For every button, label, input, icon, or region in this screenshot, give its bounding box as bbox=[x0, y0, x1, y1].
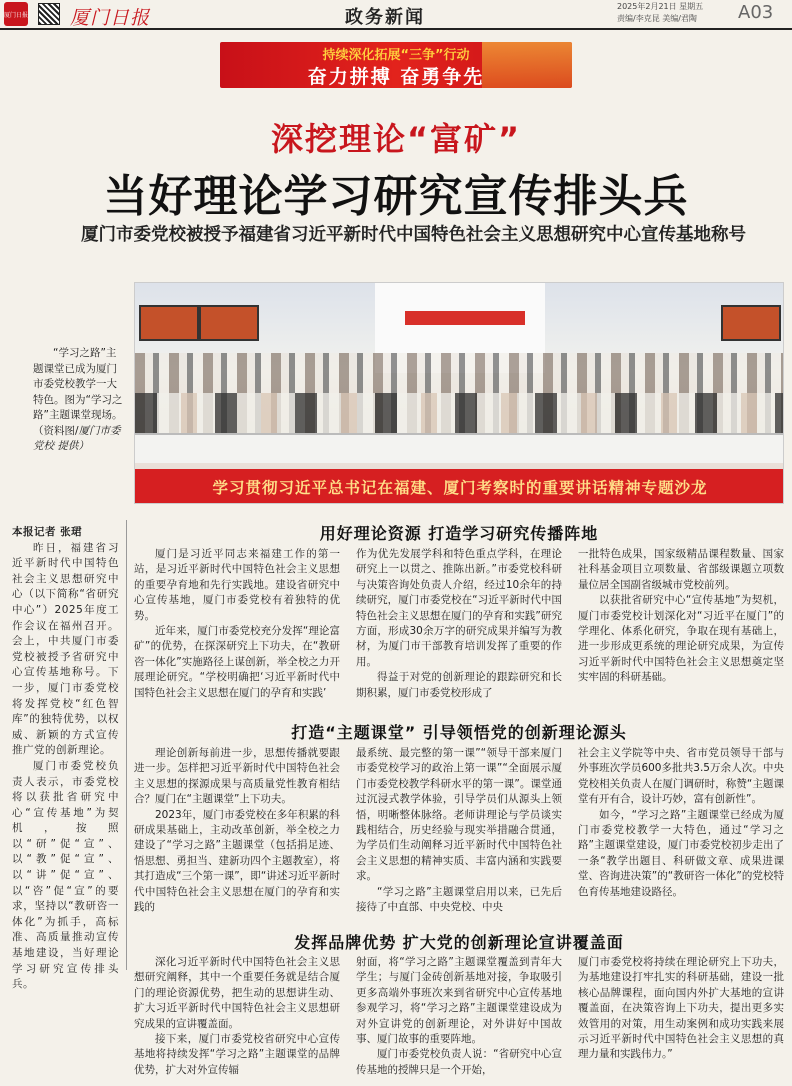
column-divider bbox=[126, 520, 127, 970]
left-column bbox=[12, 525, 119, 993]
paragraph: 最系统、最完整的第一课”“领导干部来厦门市委党校学习的政治上第一课”“全面展示厦门市委党校教学科研水平的第一课”。课堂通过沉浸式教学体验，引导学员们从源头上领悟，明晰整体脉络。老师讲理论与学员谈实践相结合，历史经验与现实举措融合贯通，为学员们生动阐释习近平新时代中国特色社会主义思想的精神实质、丰富内涵和实践要求。 bbox=[356, 747, 562, 883]
paragraph: 得益于对党的创新理论的跟踪研究和长期积累，厦门市委党校形成了 bbox=[356, 671, 562, 699]
photo-red-banner bbox=[405, 311, 525, 325]
paragraph: 厦门市委党校负责人说：“省研究中心宣传基地的授牌只是一个开始， bbox=[356, 1048, 562, 1076]
section-title: 发挥品牌优势 扩大党的创新理论宣讲覆盖面 bbox=[294, 933, 624, 952]
paragraph: “学习之路”主题课堂启用以来，已先后接待了中直部、中央党校、中央 bbox=[356, 885, 562, 914]
photo-caption-bar: 学习贯彻习近平总书记在福建、厦门考察时的重要讲话精神专题沙龙 bbox=[135, 469, 784, 504]
paragraph: 一批特色成果，国家级精品课程数量、国家社科基金项目立项数量、省部级课题立项数量位居全国副省级城市党校前列。 bbox=[578, 548, 784, 591]
paper-name: 厦门日报 bbox=[70, 7, 151, 29]
text-column bbox=[134, 955, 340, 1078]
text-column bbox=[134, 746, 340, 915]
paragraph: 厦门市委党校将持续在理论研究上下功夫，为基地建设打牢扎实的科研基础，建设一批核心品牌课程，面向国内外扩大基地的宣讲覆盖面，在决策咨询上下功夫，提出更多实效管用的对策，用生动案例和成功实践来展示习近平新时代中国特色社会主义思想的真理力量和实践伟力。” bbox=[578, 956, 784, 1061]
paragraph: 深化习近平新时代中国特色社会主义思想研究阐释，其中一个重要任务就是结合厦门的理论资源优势，把生动的思想讲生动、扩大习近平新时代中国特色社会主义思想研究成果的宣讲覆盖面。 bbox=[134, 956, 340, 1030]
paragraph: 理论创新每前进一步，思想传播就要跟进一步。怎样把习近平新时代中国特色社会主义思想的探源成果与高质量党性教育相结合？厦门在“主题课堂”上下功夫。 bbox=[134, 747, 340, 806]
photo-credit: 厦门市委党校 提供） bbox=[33, 424, 121, 452]
banner-slogan-top: 持续深化拓展“三争”行动 bbox=[322, 48, 470, 63]
editors: 责编/李克昆 美编/君陶 bbox=[617, 14, 697, 23]
newspaper-logo: 厦门日报 bbox=[4, 2, 28, 26]
text-column bbox=[578, 746, 784, 900]
banner-slogan-main: 奋力拼搏 奋勇争先 bbox=[307, 66, 485, 88]
paragraph: 以获批省研究中心“宣传基地”为契机，厦门市委党校计划深化对“习近平在厦门”的学理化、体系化研究，争取在现有基础上，进一步形成更系统的理论研究成果，为宣传习近平新时代中国特色社会主义思想奠定坚实牢固的科研基础。 bbox=[578, 594, 784, 684]
text-column bbox=[356, 746, 562, 915]
text-column bbox=[578, 955, 784, 1063]
text-column bbox=[134, 547, 340, 701]
photo-table bbox=[135, 433, 784, 463]
paragraph: 2023年，厦门市委党校在多年积累的科研成果基础上，主动改革创新，举全校之力建设了“学习之路”主题课堂（包括捐足迹、悟思想、勇担当、建新功四个主题教室），将其打造成“三个第一课”，即“讲述习近平新时代中国特色社会主义思想在厦门的孕育和实践的 bbox=[134, 808, 340, 914]
paragraph: 昨日，福建省习近平新时代中国特色社会主义思想研究中心（以下简称“省研究中心”）2025年度工作会议在福州召开。会上，中共厦门市委党校被授予省研究中心宣传基地称号。下一步，厦门市委党校将发挥党校“红色智库”的独特优势，以权威、新颖的方式宣传推广党的创新理论。 bbox=[12, 541, 119, 757]
text-column bbox=[578, 547, 784, 686]
article-subhead: 厦门市委党校被授予福建省习近平新时代中国特色社会主义思想研究中心宣传基地称号 bbox=[81, 225, 746, 245]
news-photo bbox=[134, 282, 784, 504]
masthead bbox=[0, 0, 792, 30]
screen-left-2 bbox=[199, 305, 259, 341]
paragraph: 接下来，厦门市委党校省研究中心宣传基地将持续发挥“学习之路”主题课堂的品牌优势，扩大对外宣传辐 bbox=[134, 1033, 340, 1076]
section-title: 用好理论资源 打造学习研究传播阵地 bbox=[319, 524, 599, 543]
paragraph: 社会主义学院等中央、省市党员领导干部与外事班次学员600多批共3.5万余人次。中央党校相关负责人在厦门调研时，称赞“主题课堂有开有合，设计巧妙，富有创新性”。 bbox=[578, 747, 784, 806]
text-column bbox=[356, 955, 562, 1078]
photo-caption: “学习之路”主题课堂已成为厦门市委党校教学一大特色。图为“学习之路”主题课堂现场。（资料图/厦门市委党校 提供） bbox=[33, 347, 123, 452]
campaign-banner bbox=[220, 42, 572, 88]
qr-code-icon bbox=[38, 3, 60, 25]
byline: 本报记者 张珺 bbox=[12, 526, 83, 538]
section-name: 政务新闻 bbox=[345, 7, 425, 28]
text-column bbox=[356, 547, 562, 701]
article-kicker: 深挖理论“富矿” bbox=[270, 120, 522, 158]
paragraph: 作为优先发展学科和特色重点学科，在理论研究上一以贯之、推陈出新。”市委党校科研与决策咨询处负责人介绍，经过10余年的持续研究，厦门市委党校在“习近平新时代中国特色社会主义思想在厦门的孕育和实践”研究方面，形成30余万字的研究成果并编写为教材，为厦门市干部教育培训发挥了重要的作用。 bbox=[356, 548, 562, 668]
screen-left bbox=[139, 305, 199, 341]
page-number: A03 bbox=[738, 2, 774, 23]
issue-date: 2025年2月21日 星期五 bbox=[617, 2, 704, 11]
article-headline: 当好理论学习研究宣传排头兵 bbox=[103, 171, 689, 222]
paragraph: 厦门是习近平同志来福建工作的第一站，是习近平新时代中国特色社会主义思想的重要孕育地和先行实践地。建设省研究中心宣传基地，厦门市委党校有着独特的优势。 bbox=[134, 548, 340, 622]
paragraph: 厦门市委党校负责人表示，市委党校将以获批省研究中心“宣传基地”为契机，按照以“研”促“宣”、以“教”促“宣”、以“讲”促“宣”、以“咨”促“宣”的要求，坚持以“教研咨一体化”为抓手，高标准、高质量推动宣传基地建设，当好理论学习研究宣传排头兵。 bbox=[12, 759, 119, 991]
section-title: 打造“主题课堂” 引导领悟党的创新理论源头 bbox=[291, 723, 627, 742]
paragraph: 近年来，厦门市委党校充分发挥“理论富矿”的优势，在探深研究上下功夫，在“教研咨一体化”实施路径上谋创新，举全校之力开展理论研究。“学校明确把‘习近平新时代中国特色社会主义思想在厦门的孕育和实践’ bbox=[134, 625, 340, 699]
screen-right bbox=[721, 305, 781, 341]
paragraph: 射面，将“学习之路”主题课堂覆盖到青年大学生；与厦门金砖创新基地对接，争取吸引更多高端外事班次来到省研究中心宣传基地参观学习，将“学习之路”主题课堂建设成为对外宣讲党的创新理论，对外讲好中国故事、厦门故事的重要阵地。 bbox=[356, 956, 562, 1046]
paragraph: 如今，“学习之路”主题课堂已经成为厦门市委党校教学一大特色，通过“学习之路”主题课堂建设，厦门市委党校初步走出了一条“教学出题目、科研做文章、成果进课堂、咨询进决策”的“教研咨一体化”的党校特色育传基地建设路径。 bbox=[578, 808, 784, 898]
